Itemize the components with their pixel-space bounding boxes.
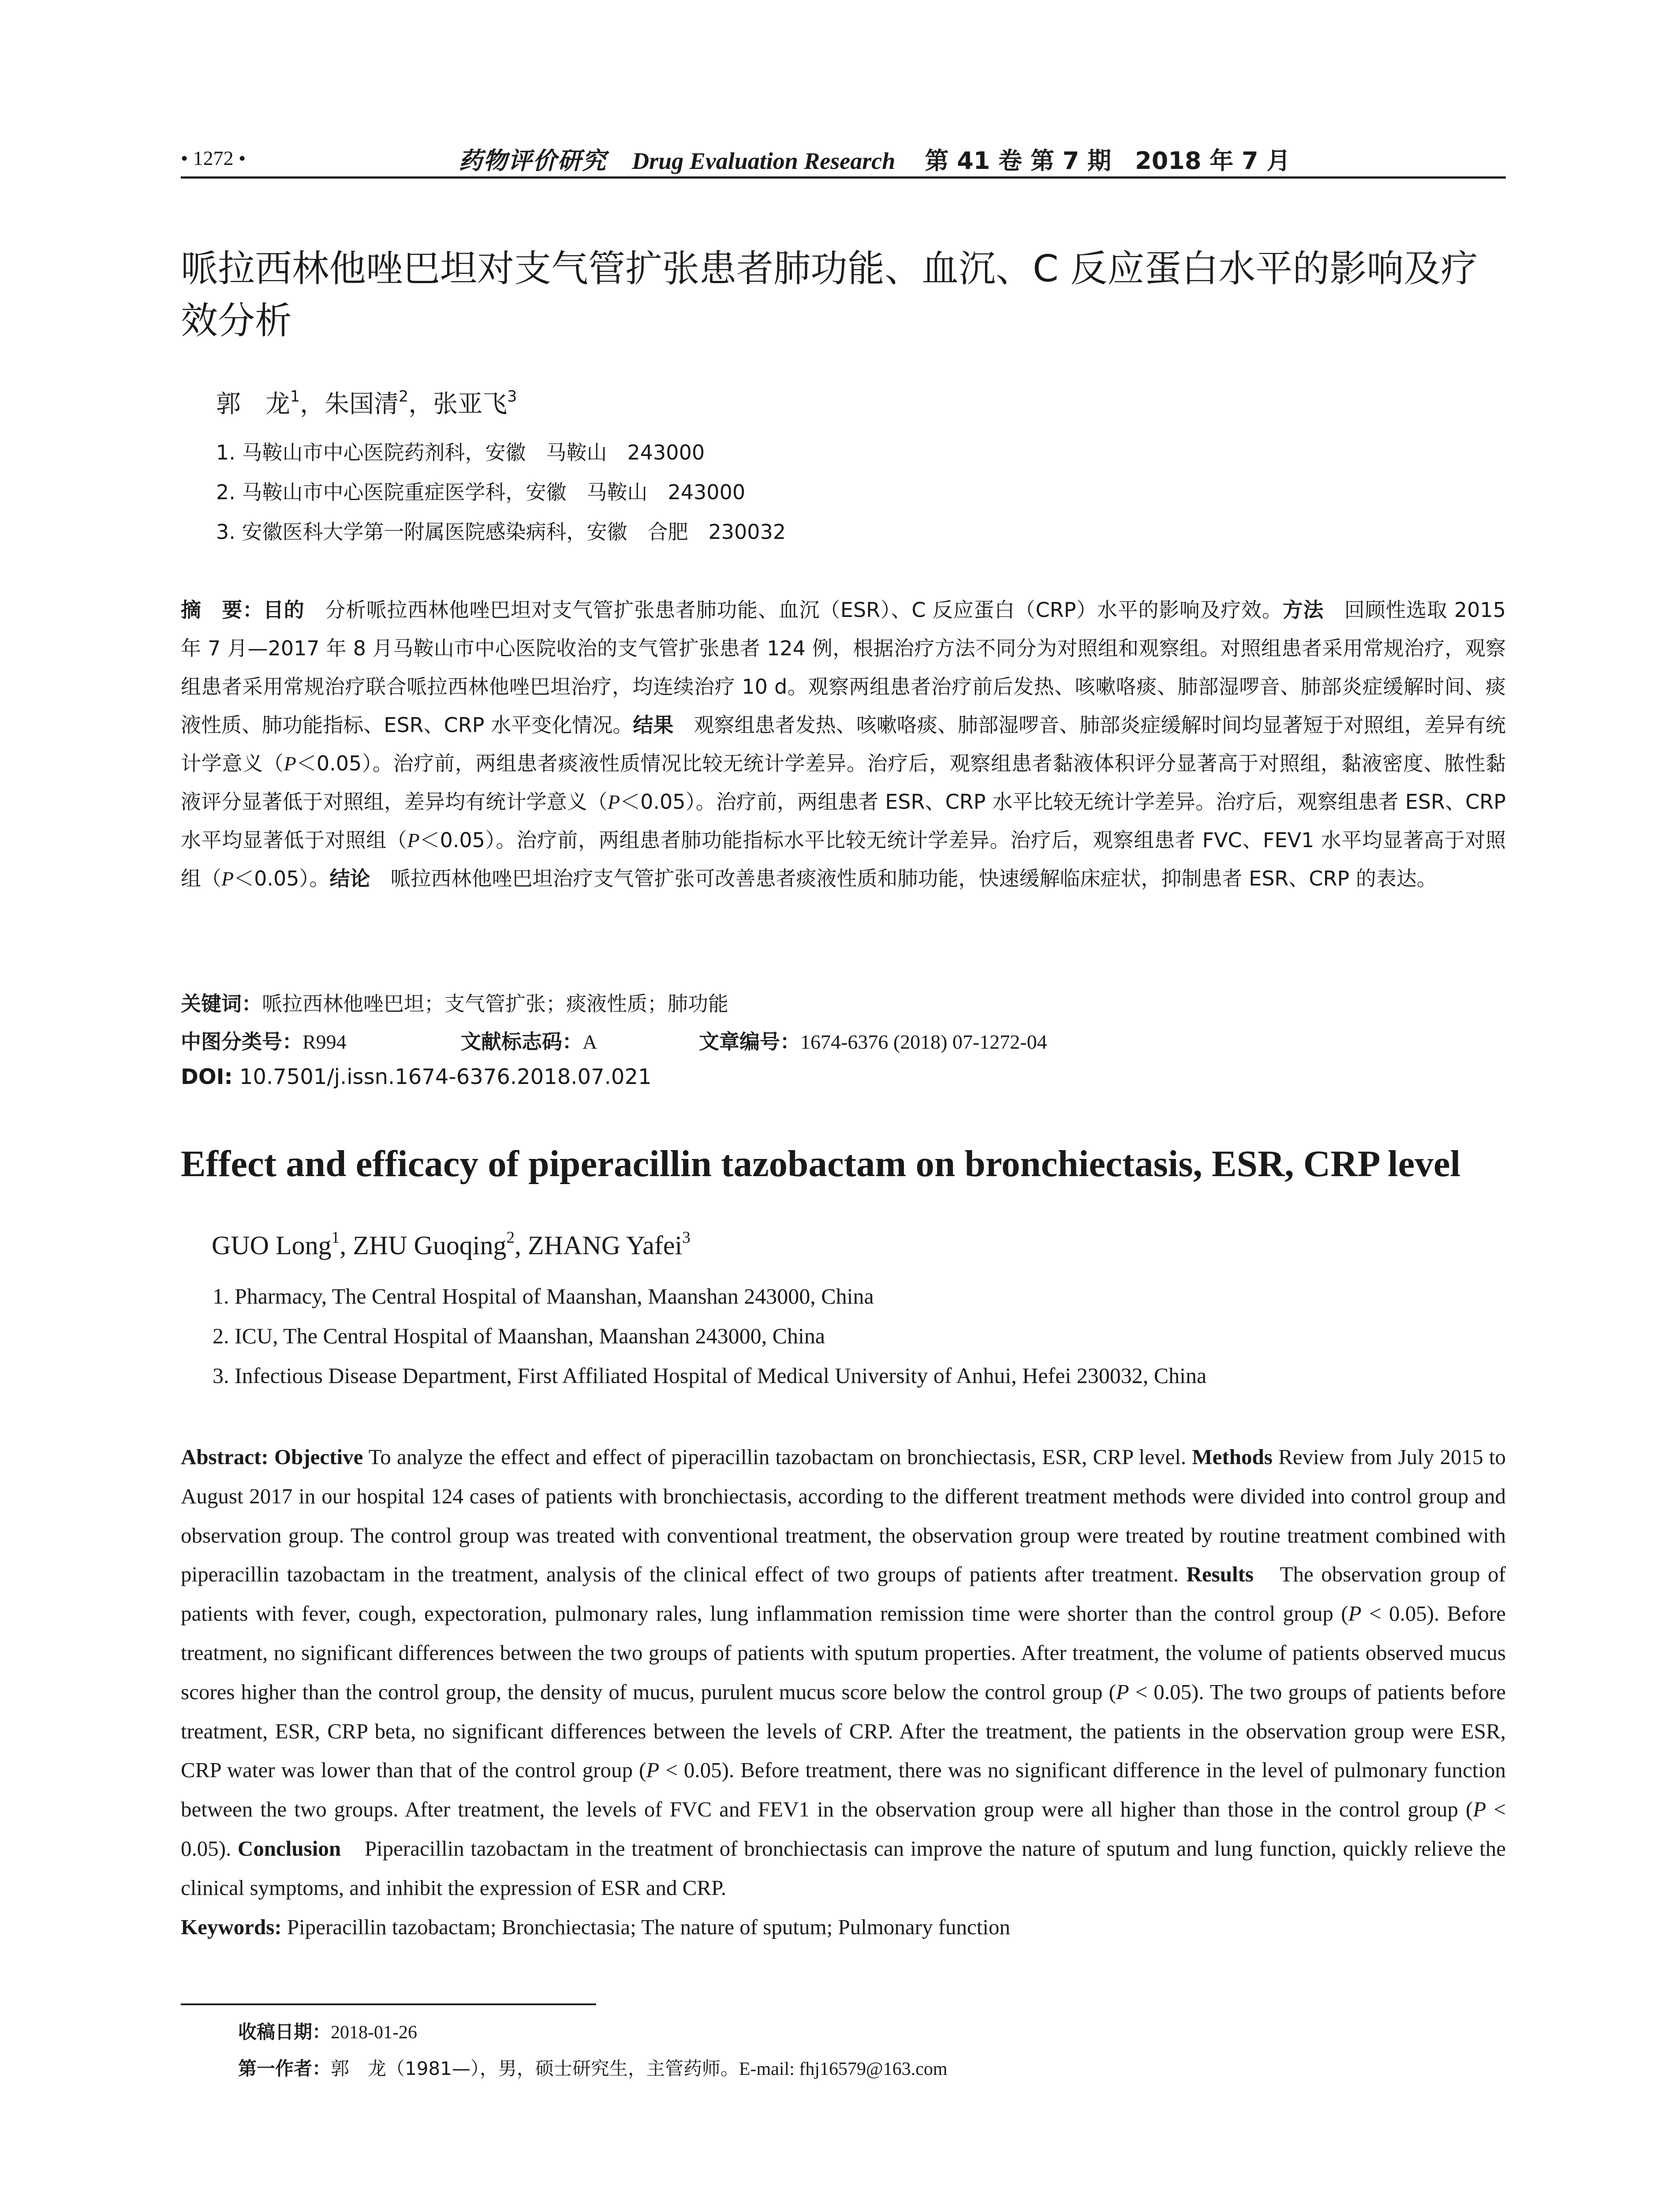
doi-label: DOI: [181, 1065, 233, 1089]
results-label: Results [1186, 1562, 1254, 1587]
p-value-symbol: P [1116, 1679, 1129, 1704]
abstract-label: Abstract: [181, 1445, 269, 1469]
affiliation-marker: 2 [399, 388, 409, 406]
keywords-cn [181, 988, 728, 1017]
clc-value: R994 [302, 1031, 347, 1053]
affiliation-en: 1. Pharmacy, The Central Hospital of Maanshan, Maanshan 243000, China [213, 1284, 874, 1308]
affiliation-cn: 2. 马鞍山市中心医院重症医学科，安徽 马鞍山 243000 [216, 480, 746, 504]
results-text: ＜0.05）。治疗前，两组患者肺功能指标水平比较无统计学差异。治疗后，观察组患者 FVC、FEV1 水平均显著高于对照组（ [181, 828, 1506, 890]
results-text: ＜0.05）。 [234, 867, 330, 890]
first-author-note [238, 2054, 948, 2081]
author-name: GUO Long [212, 1231, 332, 1260]
abstract-en [181, 1438, 1506, 1947]
classification-line [181, 1026, 347, 1055]
author-list-en [212, 1230, 691, 1261]
doi-line [181, 1065, 652, 1089]
affiliation-cn: 3. 安徽医科大学第一附属医院感染病科，安徽 合肥 230032 [216, 520, 786, 544]
affiliation-marker: 1 [290, 388, 300, 406]
p-value-symbol: P [607, 791, 620, 813]
abstract-cn [181, 591, 1506, 898]
results-text: < 0.05). [181, 1797, 1506, 1861]
objective-label: 目的 [263, 598, 305, 622]
affiliation-marker: 3 [507, 388, 517, 406]
p-value-symbol: P [1473, 1797, 1486, 1822]
p-value-symbol: P [221, 867, 234, 890]
article-title-cn: 哌拉西林他唑巴坦对支气管扩张患者肺功能、血沉、C 反应蛋白水平的影响及疗效分析 [181, 247, 1478, 342]
doi-link[interactable]: 10.7501/j.issn.1674-6376.2018.07.021 [232, 1065, 652, 1089]
results-text: 观察组患者发热、咳嗽咯痰、肺部湿啰音、肺部炎症缓解时间均显著短于对照组，差异有统计学意义（ [181, 713, 1506, 775]
document-code-label: 文献标志码： [461, 1030, 582, 1054]
p-value-symbol: P [284, 752, 296, 775]
results-text: ＜0.05）。治疗前，两组患者痰液性质情况比较无统计学差异。治疗后，观察组患者黏液体积评分显著高于对照组，黏液密度、脓性黏液评分显著低于对照组，差异均有统计学意义（ [181, 751, 1506, 814]
conclusion-label: 结论 [329, 867, 370, 890]
results-text: ＜0.05）。治疗前，两组患者 ESR、CRP 水平比较无统计学差异。治疗后，观察组患者 ESR、CRP 水平均显著低于对照组（ [181, 790, 1506, 852]
objective-text: To analyze the effect and effect of piperacillin tazobactam on bronchiectasis, ESR, CRP level. [363, 1445, 1192, 1469]
results-text: < 0.05). The two groups of patients before treatment, ESR, CRP beta, no significant differences between the levels of CRP. After the treatment, the patients in the observation group were ESR, CRP water was lower than that of the control group ( [181, 1679, 1506, 1783]
article-number [699, 1026, 1047, 1055]
author-name: 张亚飞 [433, 390, 508, 419]
article-number-label: 文章编号： [699, 1030, 800, 1054]
keywords-text: 哌拉西林他唑巴坦；支气管扩张；痰液性质；肺功能 [262, 992, 728, 1016]
affiliation-marker: 1 [331, 1228, 340, 1247]
p-value-symbol: P [646, 1758, 660, 1783]
volume-issue: 第 41 卷 第 7 期 2018 年 7 月 [925, 147, 1291, 175]
methods-text: Review from July 2015 to August 2017 in our hospital 124 cases of patients with bronchiectasis, according to the different treatment methods were divided into control group and observation group. The control group was treated with conventional treatment, the observation group were treated by routine treatment combined with piperacillin tazobactam in the treatment, analysis of the clinical effect of two groups of patients after treatment. [181, 1445, 1506, 1587]
objective-text: 分析哌拉西林他唑巴坦对支气管扩张患者肺功能、血沉（ESR）、C 反应蛋白（CRP）水平的影响及疗效。 [304, 598, 1283, 622]
received-label: 收稿日期： [238, 2021, 331, 2043]
affiliation-marker: 2 [506, 1228, 515, 1247]
received-value: 2018-01-26 [331, 2022, 417, 2043]
author-separator: ， [300, 390, 325, 419]
first-author-label: 第一作者： [238, 2058, 331, 2079]
received-date [238, 2018, 417, 2044]
affiliation-marker: 3 [682, 1228, 691, 1247]
author-email[interactable]: E-mail: fhj16579@163.com [739, 2059, 948, 2079]
abstract-label: 摘 要： [181, 598, 263, 622]
results-text: The observation group of patients with fever, cough, expectoration, pulmonary rales, lung inflammation remission time were shorter than the control group ( [181, 1562, 1506, 1626]
keywords-label: 关键词： [181, 992, 262, 1016]
author-name: , ZHANG Yafei [515, 1231, 683, 1260]
author-name: 朱国清 [325, 390, 399, 419]
article-title-en: Effect and efficacy of piperacillin tazobactam on bronchiectasis, ESR, CRP level [181, 1143, 1461, 1185]
journal-header [459, 142, 1290, 176]
objective-label: Objective [268, 1445, 363, 1469]
p-value-symbol: P [407, 829, 420, 852]
page-number: • 1272 • [181, 147, 246, 169]
footnote-rule [181, 2003, 596, 2005]
author-name: 郭 龙 [216, 390, 290, 419]
document-code-value: A [582, 1031, 597, 1053]
journal-logo: 药物评价研究 [459, 146, 607, 175]
clc-label: 中图分类号： [181, 1030, 302, 1054]
keywords-text: Piperacillin tazobactam; Bronchiectasia; The nature of sputum; Pulmonary function [281, 1914, 1011, 1939]
header-rule [181, 176, 1506, 179]
article-number-value: 1674-6376 (2018) 07-1272-04 [800, 1031, 1047, 1053]
results-text: < 0.05). Before treatment, there was no significant difference in the level of pulmonary function between the two groups. After treatment, the levels of FVC and FEV1 in the observation group were all higher than those in the control group ( [181, 1758, 1506, 1822]
affiliation-en: 2. ICU, The Central Hospital of Maanshan, Maanshan 243000, China [213, 1323, 825, 1348]
author-list-cn [216, 385, 517, 420]
methods-label: Methods [1192, 1445, 1273, 1469]
conclusion-text: 哌拉西林他唑巴坦治疗支气管扩张可改善患者痰液性质和肺功能，快速缓解临床症状，抑制患者 ESR、CRP 的表达。 [370, 867, 1437, 890]
affiliation-en: 3. Infectious Disease Department, First Affiliated Hospital of Medical University of Anhui, Hefei 230032, China [213, 1363, 1207, 1388]
author-name: , ZHU Guoqing [340, 1231, 507, 1260]
conclusion-label: Conclusion [237, 1836, 341, 1861]
conclusion-text: Piperacillin tazobactam in the treatment of bronchiectasis can improve the nature of sputum and lung function, quickly relieve the clinical symptoms, and inhibit the expression of ESR and CRP. [181, 1836, 1506, 1900]
methods-text: 回顾性选取 2015 年 7 月—2017 年 8 月马鞍山市中心医院收治的支气管扩张患者 124 例，根据治疗方法不同分为对照组和观察组。对照组患者采用常规治疗，观察组患者采用常规治疗联合哌拉西林他唑巴坦治疗，均连续治疗 10 d。观察两组患者治疗前后发热、咳嗽咯痰、肺部湿啰音、肺部炎症缓解时间、痰液性质、肺功能指标、ESR、CRP 水平变化情况。 [181, 598, 1506, 737]
first-author-text: 郭 龙（1981—），男，硕士研究生，主管药师。 [331, 2058, 739, 2079]
methods-label: 方法 [1282, 598, 1324, 622]
document-code [461, 1026, 597, 1055]
author-separator: ， [408, 390, 433, 419]
results-label: 结果 [633, 713, 674, 737]
results-text: < 0.05). Before treatment, no significant differences between the two groups of patients with sputum properties. After treatment, the volume of patients observed mucus scores higher than the control group, the density of mucus, purulent mucus score below the control group ( [181, 1601, 1506, 1704]
affiliation-cn: 1. 马鞍山市中心医院药剂科，安徽 马鞍山 243000 [216, 441, 705, 464]
keywords-label: Keywords: [181, 1914, 282, 1939]
journal-name-en: Drug Evaluation Research [632, 148, 896, 174]
p-value-symbol: P [1348, 1601, 1362, 1626]
